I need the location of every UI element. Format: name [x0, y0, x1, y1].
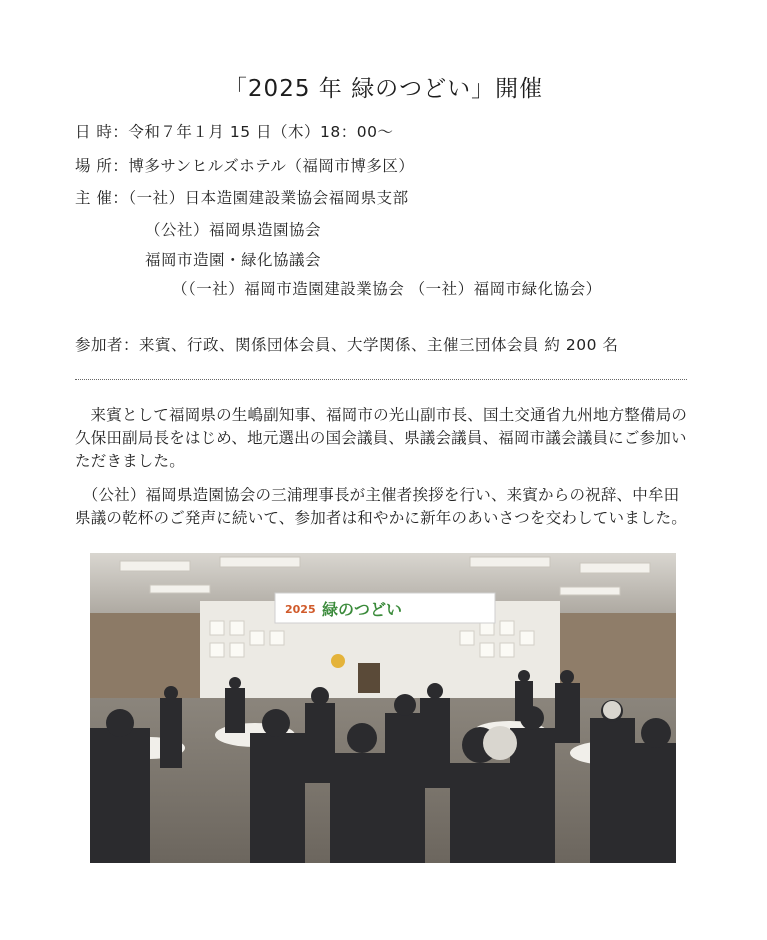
event-organizer-second: （公社）福岡県造園協会 — [145, 221, 322, 239]
dotted-divider — [75, 379, 687, 380]
event-date: 日 時：令和７年１月 15 日（木）18：00～ — [75, 123, 394, 141]
paragraph-greetings: （公社）福岡県造園協会の三浦理事長が主催者挨拶を行い、来賓からの祝辞、中牟田県議の乾杯のご発声に続いて、参加者は和やかに新年のあいさつを交わしていました。 — [75, 486, 687, 527]
event-photo — [90, 553, 676, 863]
event-organizer-members: （（一社）福岡市造園建設業協会 （一社）福岡市緑化協会） — [172, 280, 602, 298]
event-organizer-third: 福岡市造園・緑化協議会 — [145, 251, 322, 269]
event-participants: 参加者：来賓、行政、関係団体会員、大学関係、主催三団体会員 約 200 名 — [75, 336, 619, 354]
page-title: 「2025 年 緑のつどい」開催 — [223, 76, 544, 102]
event-place: 場 所：博多サンヒルズホテル（福岡市博多区） — [75, 157, 415, 175]
banner-year: 2025 — [285, 603, 316, 616]
paragraph-guests: 来賓として福岡県の生嶋副知事、福岡市の光山副市長、国土交通省九州地方整備局の久保田副局長をはじめ、地元選出の国会議員、県議会議員、福岡市議会議員にご参加いただきました。 — [75, 406, 688, 470]
banner-title: 緑のつどい — [322, 600, 403, 619]
event-organizer-main: 主 催：（一社）日本造園建設業協会福岡県支部 — [75, 189, 409, 207]
